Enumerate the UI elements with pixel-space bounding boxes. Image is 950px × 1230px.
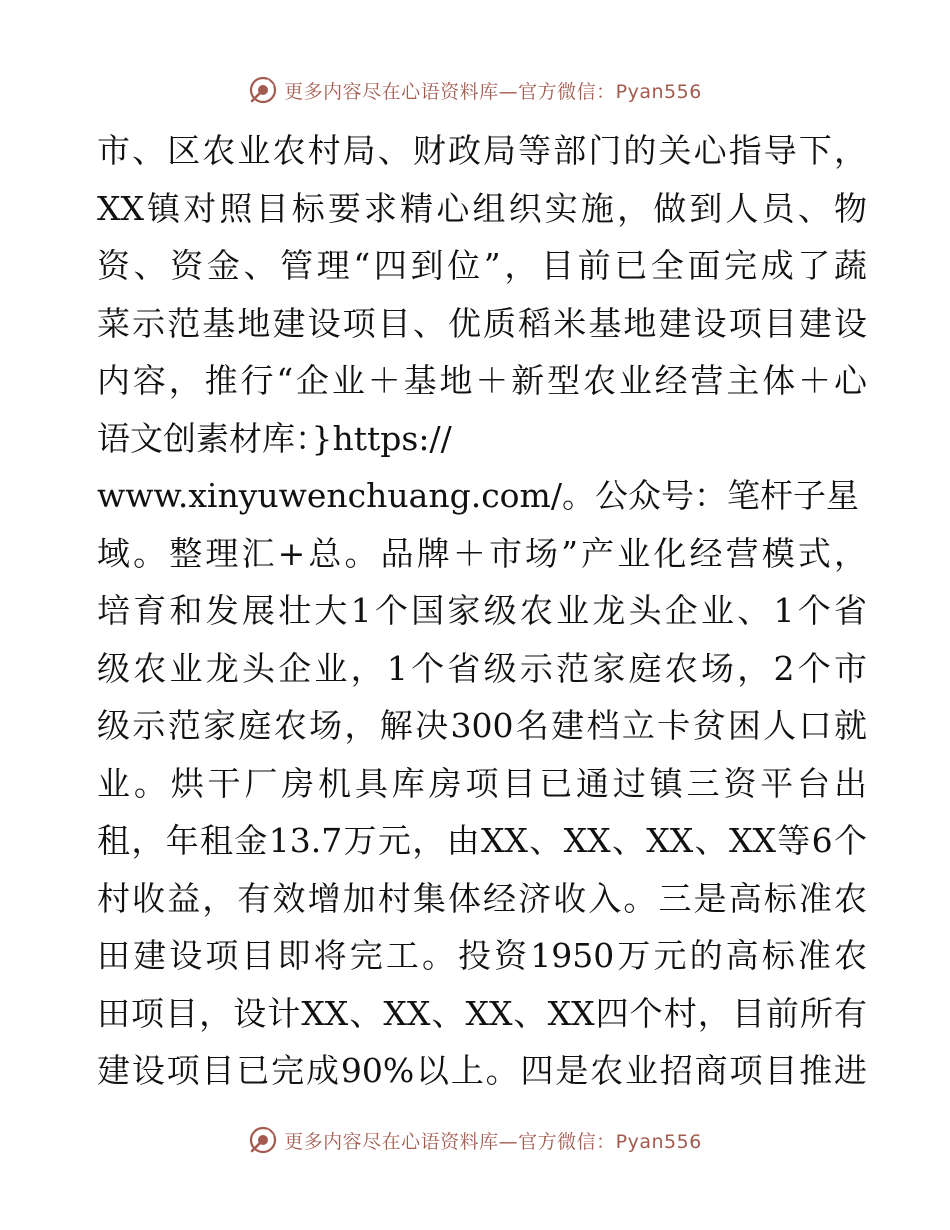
body-line: 市、区农业农村局、财政局等部门的关心指导下，: [97, 131, 867, 170]
footer-banner: [0, 1120, 950, 1160]
body-line: XX镇对照目标要求精心组织实施，做到人员、物: [97, 188, 867, 228]
body-line: 级农业龙头企业，1个省级示范家庭农场，2个市: [97, 648, 867, 688]
body-line: 域。整理汇+总。品牌＋市场”产业化经营模式，: [97, 533, 867, 573]
body-line: www.xinyuwenchuang.com/。公众号：笔杆子星: [97, 476, 859, 515]
footer-banner-text: 更多内容尽在心语资料库—官方微信：Pyan556: [284, 1130, 702, 1153]
pen-logo-icon: [248, 1125, 278, 1155]
header-banner-text: 更多内容尽在心语资料库—官方微信：Pyan556: [284, 80, 702, 103]
body-line: 业。烘干厂房机具库房项目已通过镇三资平台出: [97, 763, 867, 803]
body-line: 菜示范基地建设项目、优质稻米基地建设项目建设: [97, 303, 867, 343]
body-line: 级示范家庭农场，解决300名建档立卡贫困人口就: [97, 706, 867, 745]
body-line: 内容，推行“企业＋基地＋新型农业经营主体＋心: [97, 361, 867, 400]
body-line: 租，年租金13.7万元，由XX、XX、XX、XX等6个: [97, 821, 867, 860]
body-line: 田项目，设计XX、XX、XX、XX四个村，目前所有: [97, 993, 867, 1033]
document-body: [97, 122, 867, 1100]
body-line: 田建设项目即将完工。投资1950万元的高标准农: [97, 936, 867, 975]
body-line: 村收益，有效增加村集体经济收入。三是高标准农: [97, 878, 867, 918]
body-line: 培育和发展壮大1个国家级农业龙头企业、1个省: [97, 591, 867, 630]
body-line: 资、资金、管理“四到位”，目前已全面完成了蔬: [97, 246, 867, 285]
header-banner: [0, 70, 950, 110]
body-line: 语文创素材库：}https://: [97, 418, 452, 458]
body-line: 建设项目已完成90%以上。四是农业招商项目推进: [97, 1051, 867, 1090]
pen-logo-icon: [248, 75, 278, 105]
